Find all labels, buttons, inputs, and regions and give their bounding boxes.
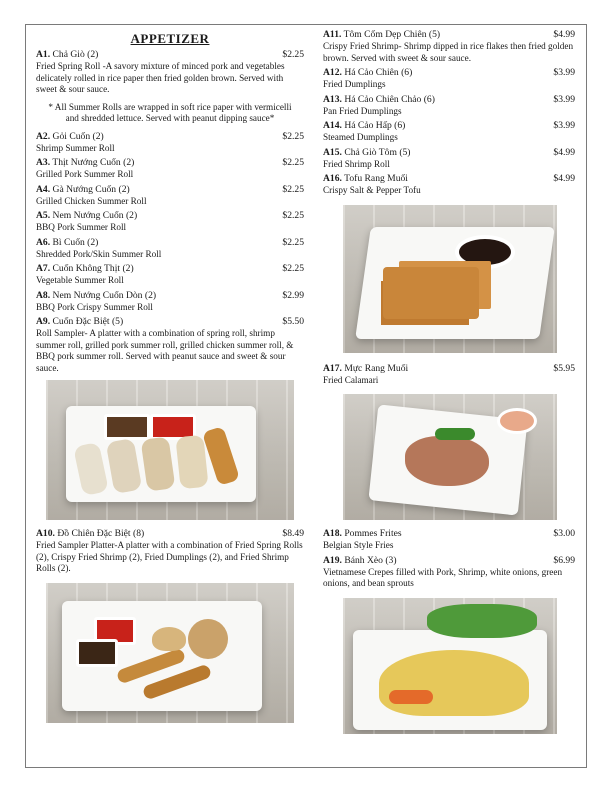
- item-code: A16.: [323, 173, 342, 184]
- menu-item: [323, 555, 575, 590]
- item-description: Fried Dumplings: [323, 79, 386, 89]
- right-column: [323, 25, 575, 734]
- item-code: A12.: [323, 67, 342, 78]
- soy-sauce-bowl: [455, 235, 515, 269]
- menu-group-a18-a19: [323, 528, 575, 590]
- fried-dumpling: [152, 627, 186, 651]
- item-name: Há Cảo Chiên Chảo (6): [344, 93, 435, 105]
- item-code: A19.: [323, 554, 342, 566]
- menu-item: [323, 120, 575, 144]
- item-description: Vegetable Summer Roll: [36, 275, 124, 285]
- item-name: Tofu Rang Muối: [344, 173, 408, 184]
- item-name: Thịt Nướng Cuốn (2): [52, 157, 135, 168]
- item-name: Cuốn Không Thịt (2): [52, 263, 134, 274]
- item-code: A18.: [323, 528, 342, 539]
- item-name: Đồ Chiên Đặc Biệt (8): [57, 528, 145, 539]
- calamari-pile: [405, 436, 489, 486]
- item-name: Gà Nướng Cuốn (2): [52, 183, 130, 195]
- item-code: A2.: [36, 130, 51, 142]
- menu-item: [36, 184, 304, 208]
- menu-item: [323, 363, 575, 387]
- item-description: Grilled Pork Summer Roll: [36, 169, 134, 179]
- item-price: $3.99: [553, 93, 575, 105]
- menu-item: [36, 263, 304, 287]
- item-description: Shredded Pork/Skin Summer Roll: [36, 248, 162, 259]
- item-name: Chả Giò (2): [52, 49, 99, 60]
- item-name: Chả Giò Tôm (5): [344, 146, 411, 158]
- roll-sampler-photo: [46, 380, 294, 520]
- item-name: Tôm Cốm Dẹp Chiên (5): [343, 29, 441, 40]
- menu-item: [36, 237, 304, 261]
- menu-item: [323, 94, 575, 118]
- menu-page-frame: [25, 24, 587, 768]
- item-code: A11.: [323, 29, 342, 40]
- item-name: Gỏi Cuốn (2): [52, 130, 104, 142]
- item-name: Há Cảo Chiên (6): [344, 67, 413, 78]
- item-description: Belgian Style Fries: [323, 540, 394, 550]
- item-description: Fried Spring Roll -A savory mixture of minced pork and vegetables delicately rolled in rice paper then fried golden brown. Served with sweet & sour sauce.: [36, 61, 285, 94]
- item-description: Fried Calamari: [323, 374, 379, 385]
- menu-item: [36, 210, 304, 234]
- item-price: $4.99: [553, 146, 575, 158]
- item-description: Pan Fried Dumplings: [323, 105, 402, 116]
- menu-group-a2-a9: [36, 131, 304, 375]
- item-description: Fried Shrimp Roll: [323, 158, 390, 169]
- lettuce-garnish: [427, 604, 537, 638]
- menu-group-a11-a16: [323, 29, 575, 197]
- menu-item: [36, 290, 304, 314]
- item-code: A17.: [323, 362, 342, 374]
- item-price: $4.99: [553, 29, 575, 40]
- menu-item-a1: [36, 49, 304, 96]
- item-price: $2.25: [282, 236, 304, 248]
- calamari-photo: [343, 394, 557, 520]
- item-price: $2.99: [282, 289, 304, 301]
- item-price: $2.25: [282, 49, 304, 60]
- menu-item: [36, 157, 304, 181]
- item-price: $8.49: [282, 528, 304, 539]
- item-price: $2.25: [282, 130, 304, 142]
- item-price: $4.99: [553, 173, 575, 184]
- item-price: $2.25: [282, 157, 304, 168]
- menu-item: [36, 528, 304, 575]
- item-code: A8.: [36, 289, 51, 301]
- summer-roll-note: * All Summer Rolls are wrapped in soft rice paper with vermicelli and shredded lettuce. Served with peanut dipping sauce*: [48, 101, 292, 123]
- sauce-bowl-left: [104, 414, 150, 440]
- item-name: Há Cảo Hấp (6): [344, 120, 406, 131]
- item-code: A9.: [36, 316, 51, 327]
- item-code: A5.: [36, 210, 51, 221]
- item-price: $5.50: [282, 316, 304, 327]
- item-code: A4.: [36, 183, 51, 195]
- item-description: Steamed Dumplings: [323, 132, 398, 142]
- carrot-garnish: [389, 690, 433, 704]
- item-code: A10.: [36, 528, 55, 539]
- item-description: Shrimp Summer Roll: [36, 142, 115, 153]
- fried-sampler-photo: [46, 583, 294, 723]
- left-column: [36, 25, 304, 723]
- item-price: $2.25: [282, 210, 304, 221]
- banh-xeo-photo: [343, 598, 557, 734]
- item-code: A15.: [323, 146, 342, 158]
- item-price: $2.25: [282, 263, 304, 274]
- item-price: $5.95: [553, 362, 575, 374]
- menu-item: [323, 67, 575, 91]
- item-description: BBQ Pork Summer Roll: [36, 222, 127, 232]
- item-code: A7.: [36, 263, 51, 274]
- fried-shrimp: [188, 619, 228, 659]
- item-name: Bì Cuốn (2): [52, 236, 99, 248]
- item-code: A6.: [36, 236, 51, 248]
- sauce-bowl-dark: [76, 639, 118, 667]
- menu-item: [323, 147, 575, 171]
- menu-item: [323, 173, 575, 197]
- item-code: A3.: [36, 157, 51, 168]
- item-price: $2.25: [282, 183, 304, 195]
- item-name: Cuốn Đặc Biệt (5): [52, 316, 124, 327]
- summer-roll-4: [175, 435, 208, 490]
- item-code: A14.: [323, 120, 342, 131]
- menu-group-a17: [323, 363, 575, 387]
- item-description: Vietnamese Crepes filled with Pork, Shrimp, white onions, green onions, and bean sprouts: [323, 566, 563, 588]
- item-price: $6.99: [553, 554, 575, 566]
- tofu-cubes: [383, 267, 479, 319]
- item-name: Nem Nướng Cuốn Dòn (2): [52, 289, 157, 301]
- menu-item: [323, 29, 575, 64]
- item-description: Roll Sampler- A platter with a combination of spring roll, shrimp summer roll, grilled pork summer roll, grilled chicken summer roll, & BBQ pork summer roll. Served with peanut sauce and sweet & sour sauce.: [36, 328, 294, 373]
- dipping-cup: [497, 408, 537, 434]
- menu-item: [36, 131, 304, 155]
- item-name: Mực Rang Muối: [344, 362, 409, 374]
- item-description: Crispy Salt & Pepper Tofu: [323, 185, 421, 195]
- item-name: Pommes Frites: [344, 528, 402, 539]
- menu-item: [323, 528, 575, 552]
- item-price: $3.99: [553, 120, 575, 131]
- item-code: A13.: [323, 93, 342, 105]
- item-description: Crispy Fried Shrimp- Shrimp dipped in rice flakes then fried golden brown. Served with sweet & sour sauce.: [323, 41, 574, 63]
- item-price: $3.99: [553, 67, 575, 78]
- tofu-photo: [343, 205, 557, 353]
- item-code: A1.: [36, 49, 51, 60]
- menu-item: [36, 316, 304, 374]
- menu-group-a10: [36, 528, 304, 575]
- jalapeno-slices: [435, 428, 475, 440]
- item-description: BBQ Pork Crispy Summer Roll: [36, 301, 153, 312]
- item-description: Fried Sampler Platter-A platter with a combination of Fried Spring Rolls (2), Crispy Fried Shrimp (2), Fried Dumplings (2), and Fried Shrimp Rolls (2).: [36, 540, 303, 573]
- item-name: Nem Nướng Cuốn (2): [52, 210, 138, 221]
- item-price: $3.00: [553, 528, 575, 539]
- item-description: Grilled Chicken Summer Roll: [36, 195, 147, 206]
- crepe: [379, 650, 529, 716]
- section-title: APPETIZER: [130, 31, 210, 46]
- item-name: Bánh Xèo (3): [344, 554, 397, 566]
